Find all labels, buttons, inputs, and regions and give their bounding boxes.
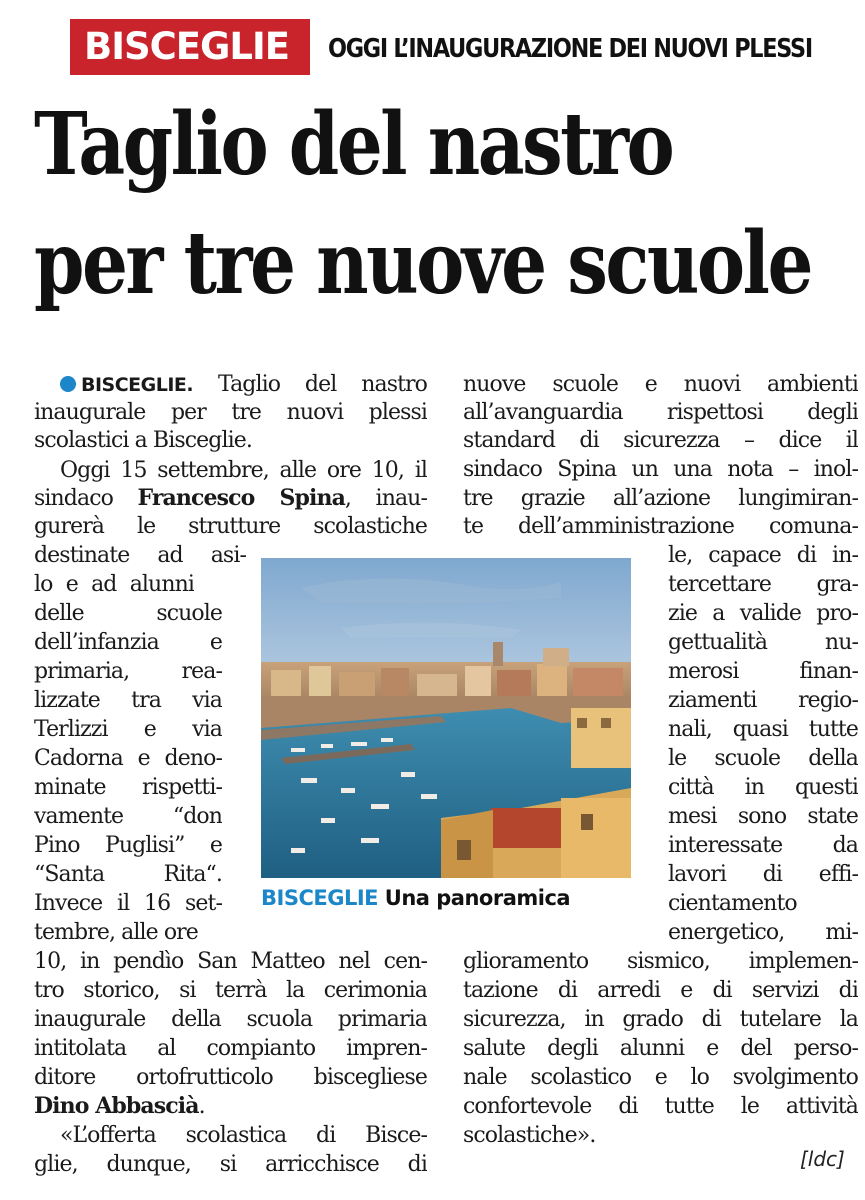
article-line: standard di sicurezza – dice il [463, 428, 858, 453]
article-line: gurerà le strutture scolastiche [34, 514, 427, 539]
article-line: BISCEGLIE. Taglio del nastro [60, 370, 427, 399]
article-line: all’avanguardia rispettosi degli [463, 400, 858, 425]
mayor-name: Francesco Spina [137, 485, 345, 511]
article-line: mesi sono state [668, 804, 858, 829]
article-line: tercettare gra- [668, 572, 858, 597]
article-line: salute degli alunni e del perso- [463, 1036, 858, 1061]
article-line: energetico, mi- [668, 920, 858, 945]
article-line: “Santa Rita“. [34, 862, 222, 887]
article-line: Pino Puglisi” e [34, 833, 222, 858]
harbor-panorama-photo [261, 558, 631, 878]
article-line: lavori di effi- [668, 862, 858, 887]
article-line: merosi finan- [668, 659, 858, 684]
article-line: scolastiche». [463, 1123, 596, 1148]
caption-city: BISCEGLIE [261, 886, 378, 910]
article-line: lizzate tra via [34, 688, 222, 713]
article-line: 10, in pendìo San Matteo nel cen- [34, 949, 427, 974]
article-line: cientamento [668, 891, 797, 916]
entrepreneur-name: Dino Abbascià [34, 1093, 199, 1119]
article-line: le, capace di in- [668, 543, 858, 568]
article-line: delle scuole [34, 601, 222, 626]
article-line: tro storico, si terrà la cerimonia [34, 978, 427, 1003]
headline-line-1: Taglio del nastro [34, 94, 673, 195]
article-city-label: BISCEGLIE. [81, 374, 194, 396]
article-line: destinate ad asi- [34, 543, 246, 568]
article-line: «L’offerta scolastica di Bisce- [60, 1123, 427, 1148]
article-line: tre grazie all’azione lungimiran- [463, 486, 858, 511]
article-line: inaugurale della scuola primaria [34, 1007, 427, 1032]
article-line: lo e ad alunni [34, 572, 194, 597]
article-line: ziamenti regio- [668, 688, 858, 713]
article-line: minate rispetti- [34, 775, 222, 800]
article-line: sindaco Francesco Spina, inau- [34, 485, 427, 511]
article-line: scolastici a Bisceglie. [34, 428, 252, 453]
article-line: sindaco Spina un una nota – inol- [463, 457, 858, 482]
article-line: Oggi 15 settembre, alle ore 10, il [60, 458, 427, 483]
article-line: città in questi [668, 775, 858, 800]
kicker-text: OGGI L’INAUGURAZIONE DEI NUOVI PLESSI [328, 34, 812, 64]
article-line: intitolata al compianto impren- [34, 1036, 427, 1061]
article-line: vamente “don [34, 804, 222, 829]
author-signature: [ldc] [800, 1147, 845, 1171]
article-line: tembre, alle ore [34, 920, 198, 945]
article-line: nale scolastico e lo svolgimento [463, 1065, 858, 1090]
article-line: glioramento sismico, implemen- [463, 949, 858, 974]
article-line: gettualità nu- [668, 630, 858, 655]
article-line: glie, dunque, si arricchisce di [34, 1152, 427, 1177]
article-line: te dell’amministrazione comuna- [463, 514, 858, 539]
article-line: nali, quasi tutte [668, 717, 858, 742]
article-line: confortevole di tutte le attività [463, 1094, 858, 1119]
article-line: primaria, rea- [34, 659, 222, 684]
photo-caption [261, 884, 570, 912]
article-line: Terlizzi e via [34, 717, 222, 742]
caption-text: Una panoramica [377, 886, 571, 910]
article-line: sicurezza, in grado di tutelare la [463, 1007, 858, 1032]
article-line: zie a valide pro- [668, 601, 858, 626]
blue-dot-icon [60, 376, 76, 392]
article-line: Cadorna e deno- [34, 746, 222, 771]
article-line: le scuole della [668, 746, 858, 771]
article-line: dell’infanzia e [34, 630, 222, 655]
article-line: nuove scuole e nuovi ambienti [463, 372, 858, 397]
article-line: Dino Abbascià. [34, 1093, 205, 1119]
kicker-city: BISCEGLIE [84, 25, 290, 68]
headline-line-2: per tre nuove scuole [34, 213, 811, 314]
article-line: inaugurale per tre nuovi plessi [34, 400, 427, 425]
article-line: interessate da [668, 833, 858, 858]
article-line: tazione di arredi e di servizi di [463, 978, 858, 1003]
article-line: Invece il 16 set- [34, 891, 222, 916]
article-line: ditore ortofrutticolo biscegliese [34, 1065, 427, 1090]
